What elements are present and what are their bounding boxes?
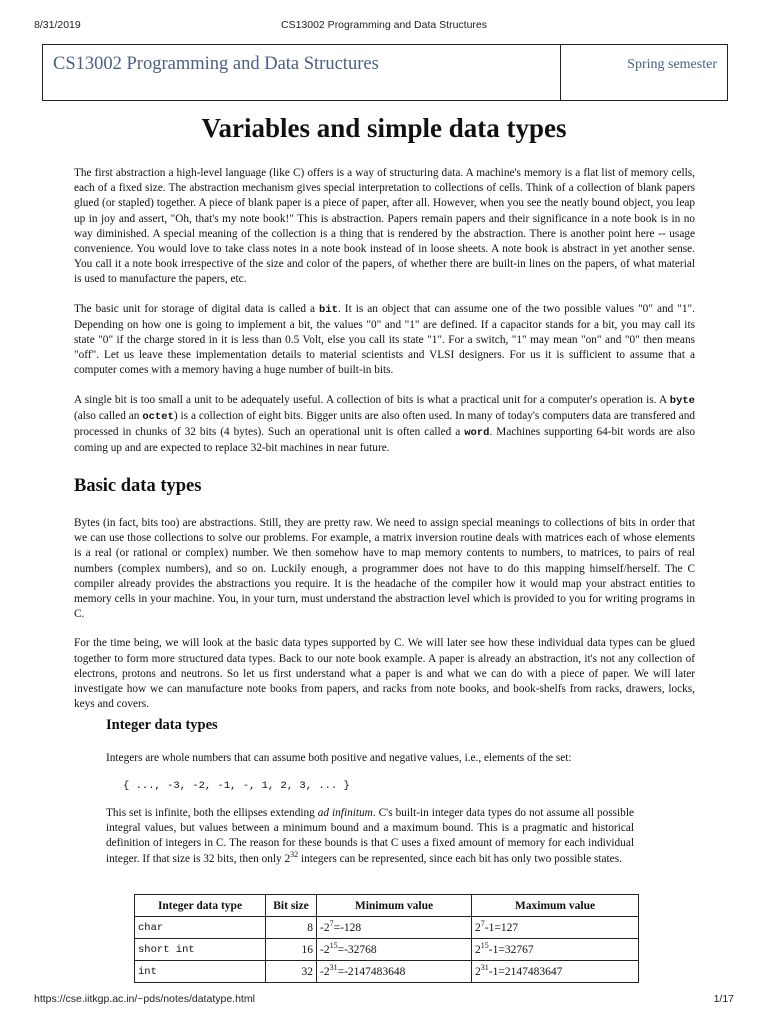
col-header-type: Integer data type bbox=[135, 895, 266, 917]
table-row bbox=[135, 961, 639, 983]
min-cell: $-2^7=-128$ bbox=[317, 917, 472, 939]
print-page-number: 1/17 bbox=[713, 993, 734, 1005]
max-cell: $2^7-1=127$ bbox=[472, 917, 639, 939]
bits-cell: 8 bbox=[266, 917, 317, 939]
intro-paragraph-3: A single bit is too small a unit to be adequately useful. A collection of bits is what a practical unit for a computer's operation is. A byte (also called an octet) is a collection of eight bits. Bigger units are also often used. In many of today's computers data are transfered and processed in chunks of 32 bits (4 bytes). Such an operational unit is often called a word. Machines supporting 64-bit words are also coming up and are expected to replace 32-bit machines in near future. bbox=[74, 393, 695, 455]
col-header-bits: Bit size bbox=[266, 895, 317, 917]
subsection-heading-integer: Integer data types bbox=[106, 717, 218, 733]
integer-paragraph-2: This set is infinite, both the ellipses extending ad infinitum. C's built-in integer data types do not assume all possible integral values, but values between a minimum bound and a maximum bound. This is a pragmatic and historical definition of integers in C. The reason for these bounds is that C uses a fixed amount of memory for each individual integer. If that size is 32 bits, then only $2^{32}$ integers can be represented, since each bit has only two possible states. bbox=[106, 807, 634, 865]
intro-section bbox=[74, 166, 695, 456]
section-heading-basic: Basic data types bbox=[74, 476, 202, 496]
integer-paragraph-1: Integers are whole numbers that can assume both positive and negative values, i.e., elements of the set: bbox=[106, 752, 572, 764]
integer-body bbox=[106, 806, 634, 867]
basic-paragraph-2: For the time being, we will look at the basic data types supported by C. We will later see how these individual data types can be glued together to form more structured data types. Back to our note book example. A paper is already an abstraction, it's not any collection of electrons, protons and neutrons. So let us first understand what a paper is and what we can do with a piece of paper. We will later investigate how we can manufacture note books from papers, and racks from note books, and book-shelfs from racks, drawers, locks, keys and covers. bbox=[74, 637, 695, 711]
print-date: 8/31/2019 bbox=[34, 19, 81, 31]
type-cell: char bbox=[135, 917, 266, 939]
table-header-row bbox=[135, 895, 639, 917]
bits-cell: 16 bbox=[266, 939, 317, 961]
type-cell: short int bbox=[135, 939, 266, 961]
min-cell: $-2^{15}=-32768$ bbox=[317, 939, 472, 961]
integer-set-code: { ..., -3, -2, -1, -, 1, 2, 3, ... } bbox=[123, 780, 350, 792]
print-title: CS13002 Programming and Data Structures bbox=[280, 19, 488, 31]
col-header-max: Maximum value bbox=[472, 895, 639, 917]
table-row bbox=[135, 939, 639, 961]
table-row bbox=[135, 917, 639, 939]
intro-paragraph-2: The basic unit for storage of digital data is called a bit. It is an object that can assume one of the two possible values "0" and "1". Depending on how one is going to implement a bit, the values "0" and "1" are defined. If a capacitor stands for a bit, you may call its state "0" if the charge stored in it is less than 0.5 Volt, else you call its state "1". For a switch, "1" may mean "on" and "0" then means "off". Let us leave these implementation details to material scientists and VLSI designers. For us it is sufficient to assume that a computer comes with a memory having a huge number of built-in bits. bbox=[74, 302, 695, 377]
page-title: Variables and simple data types bbox=[201, 113, 567, 143]
course-title: CS13002 Programming and Data Structures bbox=[43, 45, 561, 100]
basic-section bbox=[74, 516, 695, 712]
integer-intro bbox=[106, 751, 634, 766]
min-cell: $-2^{31}=-2147483648$ bbox=[317, 961, 472, 983]
max-cell: $2^{15}-1=32767$ bbox=[472, 939, 639, 961]
integer-types-table bbox=[134, 894, 639, 983]
max-cell: $2^{31}-1=2147483647$ bbox=[472, 961, 639, 983]
print-url: https://cse.iitkgp.ac.in/~pds/notes/datatype.html bbox=[34, 993, 255, 1005]
col-header-min: Minimum value bbox=[317, 895, 472, 917]
intro-paragraph-1: The first abstraction a high-level language (like C) offers is a way of structuring data. A machine's memory is a flat list of memory cells, each of a fixed size. The abstraction mechanism gives special interpretation to collections of cells. Think of a collection of blank papers glued (or stapled) together. A piece of blank paper is a piece of paper, after all. However, when you see the neatly bound object, you leap up in joy and assert, "Oh, that's my note book!" This is abstraction. Papers remain papers and their significance in a note book is in no way diminished. A special meaning of the collection is a thing that is rendered by the abstraction. There is another point here -- usage convenience. You would love to take class notes in a note book instead of in loose sheets. A note book is abstract in yet another sense. You call it a note book irrespective of the size and color of the papers, of whether there are built-in lines on the papers, of what material is used to manufacture the papers, etc. bbox=[74, 167, 695, 286]
course-banner bbox=[42, 44, 728, 101]
semester-label: Spring semester bbox=[627, 57, 717, 72]
type-cell: int bbox=[135, 961, 266, 983]
bits-cell: 32 bbox=[266, 961, 317, 983]
basic-paragraph-1: Bytes (in fact, bits too) are abstractions. Still, they are pretty raw. We need to assign special meanings to collections of bits in order that we can use those collections to solve our problems. For example, a matrix inversion routine deals with matrices each of whose elements is a real (or rational or complex) number. We then somehow have to map memory contents to numbers, to matrices, to pairs of real numbers (complex numbers), and so on. Luckily enough, a programmer does not have to do this mapping himself/herself. The C compiler already provides the abstractions you require. It is the headache of the compiler how it would map your abstract entities to memory cells in your machine. You, in your turn, must understand the abstraction level which is provided to you for writing programs in C. bbox=[74, 517, 695, 621]
